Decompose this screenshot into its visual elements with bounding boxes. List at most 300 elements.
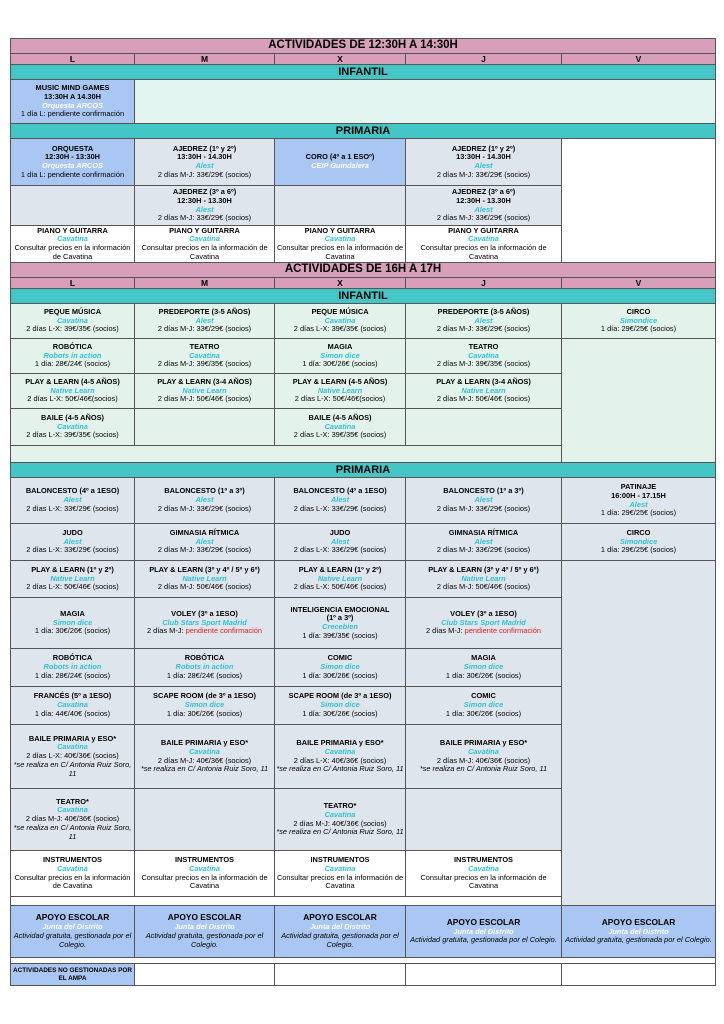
empty-cell — [561, 138, 716, 263]
cell-text: Alest — [474, 495, 493, 505]
cell-text: Cavatina — [468, 234, 499, 244]
cell-text: Actividad gratuita, gestionada por el Colegio. — [13, 931, 132, 949]
cell-text: Junta del Distrito — [608, 926, 669, 936]
cell-text: PIANO Y GUITARRA — [169, 225, 240, 235]
cell-text: 2 días M-J: 33€/29€ (socios) — [157, 324, 252, 334]
activities-schedule-table — [10, 38, 715, 985]
cell-text: PEQUE MÚSICA — [311, 306, 369, 316]
cell-line — [276, 765, 403, 774]
cell-line — [35, 627, 110, 636]
schedule-cell — [10, 724, 135, 789]
cell-text: 2 días L-X: 39€/35€ (socios) — [26, 324, 119, 334]
cell-text: CORO (4º a 1 ESOº) — [305, 152, 375, 162]
schedule-cell — [274, 138, 406, 186]
cell-text: 2 días L-X: 50€/46€(socios) — [294, 394, 386, 404]
cell-line — [601, 546, 676, 555]
cell-line — [167, 710, 242, 719]
cell-line — [26, 546, 118, 555]
cell-line — [481, 54, 486, 64]
cell-text: Alest — [195, 495, 214, 505]
schedule-cell — [274, 408, 406, 446]
cell-text: *se realiza en C/ Antonia Ruiz Soro, 11 — [13, 822, 132, 841]
schedule-cell — [10, 79, 135, 124]
cell-line — [12, 244, 133, 261]
cell-text: APOYO ESCOLAR — [35, 912, 110, 923]
cell-text: PLAY & LEARN (1º y 2º) — [31, 564, 114, 574]
cell-line — [446, 672, 521, 681]
cell-line — [21, 171, 124, 180]
cell-text: Simon dice — [463, 662, 504, 672]
cell-line — [70, 278, 75, 288]
schedule-cell — [405, 648, 562, 687]
schedule-cell — [405, 373, 562, 409]
cell-text: 2 días M-J: 33€/29€ (socios) — [436, 213, 531, 223]
cell-text: INSTRUMENTOS — [310, 855, 370, 865]
empty-cell — [274, 963, 406, 986]
cell-text: 2 días M-J: 39€/35€ (socios) — [157, 359, 252, 369]
cell-text: Cavatina — [468, 863, 499, 873]
schedule-cell — [274, 648, 406, 687]
cell-text: ACTIVIDADES DE 12:30H A 14:30H — [268, 39, 458, 52]
cell-line — [437, 395, 530, 404]
cell-text: V — [635, 278, 642, 288]
cell-text: M — [200, 54, 209, 64]
cell-text: GIMNASIA RÍTMICA — [448, 527, 519, 537]
cell-line — [636, 54, 642, 64]
schedule-cell — [405, 225, 562, 263]
schedule-cell — [274, 373, 406, 409]
cell-text: PLAY & LEARN (4-5 AÑOS) — [25, 376, 120, 386]
cell-text: X — [337, 54, 343, 64]
cell-text: 2 días L-X: 33€/29€ (socios) — [293, 503, 387, 513]
cell-text: 2 días L-X: 33€/29€ (socios) — [293, 545, 387, 555]
cell-text: ROBÓTICA — [184, 653, 225, 663]
cell-line — [201, 54, 208, 64]
cell-text: Junta del Distrito — [309, 922, 371, 932]
cell-line — [70, 54, 75, 64]
cell-text: 2 días M-J: 40€/36€ (socios) — [25, 814, 120, 824]
empty-cell — [134, 79, 716, 124]
cell-text: INSTRUMENTOS — [43, 855, 102, 865]
cell-text: Alest — [195, 536, 214, 546]
cell-text: SCAPE ROOM (de 3º a 1ESO) — [153, 691, 256, 701]
cell-text: Simon dice — [184, 700, 225, 710]
cell-text: 1 día: 29€/25€ (socios) — [600, 545, 677, 555]
schedule-cell — [10, 64, 716, 80]
cell-text: MAGIA — [327, 341, 353, 351]
cell-text: 1 día L: pendiente confirmación — [20, 109, 125, 119]
cell-line — [26, 505, 118, 514]
cell-line — [147, 627, 262, 636]
cell-text: Cavatina — [324, 809, 356, 819]
schedule-cell — [10, 288, 716, 304]
cell-text: GIMNASIA RÍTMICA — [169, 527, 240, 537]
cell-line — [336, 125, 390, 138]
schedule-cell — [274, 724, 406, 789]
cell-line — [294, 325, 386, 334]
cell-text: M — [200, 278, 209, 288]
cell-text: Cavatina — [324, 421, 356, 431]
schedule-cell — [405, 905, 562, 958]
cell-text: ORQUESTA — [51, 143, 94, 153]
cell-text: Native Learn — [461, 385, 506, 395]
cell-text: BAILE (4-5 AÑOS) — [308, 412, 372, 422]
cell-text: 1 día: 28€/24€ (socios) — [34, 670, 111, 680]
cell-text: 2 días M-J: — [425, 626, 465, 636]
cell-text: TEATRO* — [323, 801, 357, 811]
cell-line — [12, 824, 133, 841]
cell-text: *se realiza en C/ Antonia Ruiz Soro, 11 — [276, 827, 404, 837]
cell-text: BAILE PRIMARIA y ESO* — [28, 733, 117, 743]
cell-text: Native Learn — [317, 385, 363, 395]
cell-line — [158, 360, 251, 369]
cell-text: APOYO ESCOLAR — [446, 916, 521, 927]
cell-line — [302, 632, 377, 641]
schedule-cell — [405, 303, 562, 339]
cell-text: Cavatina — [57, 700, 88, 710]
cell-text: *se realiza en C/ Antonia Ruiz Soro, 11 — [276, 764, 404, 774]
cell-text: Alest — [474, 536, 493, 546]
cell-line — [35, 710, 110, 719]
cell-text: 2 días M-J: 33€/29€ (socios) — [436, 169, 531, 179]
cell-text: Consultar precios en la información de Cavatina — [141, 872, 268, 891]
cell-text: 1 día: 30€/26€ (socios) — [302, 359, 378, 369]
schedule-cell — [10, 560, 135, 598]
cell-line — [336, 464, 390, 477]
schedule-cell — [134, 477, 275, 524]
cell-text: Cavatina — [189, 746, 220, 756]
cell-text: AJEDREZ (1º y 2º) — [172, 143, 237, 153]
cell-text: Actividad gratuita, gestionada por el Colegio. — [565, 935, 712, 945]
cell-line — [311, 162, 369, 171]
cell-text: Orquesta ARCOS — [42, 161, 103, 170]
cell-text: Cavatina — [189, 863, 220, 873]
cell-text: BALONCESTO (4º a 1ESO) — [293, 486, 387, 496]
cell-text: VOLEY (3º a 1ESO) — [171, 608, 238, 618]
schedule-cell — [405, 523, 562, 561]
cell-line — [27, 395, 117, 404]
cell-text: Native Learn — [50, 385, 95, 395]
cell-line — [158, 325, 251, 334]
schedule-cell — [134, 597, 275, 649]
cell-text: Junta del Distrito — [42, 922, 103, 932]
schedule-cell — [405, 850, 562, 897]
schedule-cell — [274, 225, 406, 263]
schedule-cell — [561, 477, 716, 524]
schedule-cell — [561, 905, 716, 958]
cell-text: PIANO Y GUITARRA — [37, 225, 108, 235]
cell-text: PLAY & LEARN (3-4 AÑOS) — [436, 376, 531, 386]
cell-line — [167, 672, 242, 681]
cell-text: Consultar precios en la información de Cavatina — [420, 872, 547, 891]
schedule-cell — [10, 523, 135, 561]
cell-text: 1 día L: pendiente confirmación — [20, 169, 125, 179]
cell-text: Cavatina — [57, 805, 88, 815]
cell-text: Cavatina — [324, 863, 356, 873]
cell-line — [12, 761, 133, 778]
cell-text: BAILE PRIMARIA y ESO* — [160, 738, 249, 748]
cell-text: 1 día: 44€/40€ (socios) — [34, 708, 111, 718]
schedule-cell — [274, 560, 406, 598]
cell-text: 2 días M-J: — [146, 626, 186, 636]
schedule-cell — [274, 597, 406, 649]
cell-text: COMIC — [471, 691, 496, 701]
cell-text: 1 día: 30€/26€ (socios) — [445, 708, 522, 718]
cell-text: 16:00H - 17.15H — [611, 490, 666, 500]
schedule-cell — [274, 686, 406, 725]
cell-line — [12, 874, 133, 891]
cell-text: PLAY & LEARN (3º y 4º / 5º y 6º) — [428, 564, 539, 574]
cell-text: Junta del Distrito — [453, 926, 514, 936]
cell-text: 12:30H - 13:30H — [44, 152, 101, 162]
cell-text: Simon dice — [320, 700, 360, 710]
cell-text: Alest — [63, 495, 82, 505]
cell-text: *se realiza en C/ Antonia Ruiz Soro, 11 — [419, 764, 548, 774]
cell-text: Simon dice — [320, 350, 360, 360]
cell-line — [407, 874, 560, 891]
cell-line — [410, 936, 557, 945]
cell-text: 2 días L-X: 50€/46€(socios) — [27, 394, 118, 404]
schedule-cell — [274, 905, 406, 958]
empty-cell — [405, 408, 562, 446]
cell-text: TEATRO — [468, 341, 499, 351]
schedule-cell — [10, 477, 135, 524]
cell-text: Consultar precios en la información de Cavatina — [14, 243, 131, 261]
cell-text: JUDO — [62, 527, 83, 537]
cell-text: 1 día: 30€/26€ (socios) — [166, 708, 243, 718]
schedule-cell — [134, 138, 275, 186]
cell-line — [295, 395, 385, 404]
schedule-cell — [10, 788, 135, 851]
cell-line — [338, 290, 388, 303]
cell-text: Alest — [195, 315, 214, 325]
cell-text: Native Learn — [317, 573, 363, 583]
cell-line — [136, 932, 273, 949]
cell-text: PREDEPORTE (3-5 AÑOS) — [437, 306, 530, 316]
cell-text: 2 días M-J: 33€/29€ (socios) — [157, 545, 252, 555]
cell-text: Native Learn — [461, 573, 506, 583]
cell-line — [426, 627, 541, 636]
cell-line — [601, 509, 676, 518]
cell-line — [636, 278, 642, 288]
schedule-cell — [134, 724, 275, 789]
schedule-cell — [10, 905, 135, 958]
cell-text: 2 días M-J: 50€/46€ (socios) — [436, 582, 531, 592]
cell-text: Native Learn — [182, 573, 227, 583]
schedule-cell — [405, 724, 562, 789]
schedule-cell — [274, 788, 406, 851]
cell-text: Alest — [195, 204, 214, 214]
cell-text: INFANTIL — [338, 65, 388, 78]
cell-line — [158, 505, 251, 514]
cell-line — [268, 39, 458, 53]
cell-text: 2 días L-X: 50€/46€ (socios) — [293, 582, 387, 592]
schedule-cell — [134, 373, 275, 409]
cell-line — [302, 672, 377, 681]
cell-line — [437, 171, 530, 180]
cell-line — [35, 360, 110, 369]
cell-text: 2 días M-J: 50€/46€ (socios) — [157, 394, 252, 404]
cell-text: AJEDREZ (1º y 2º) — [451, 143, 516, 153]
schedule-cell — [134, 648, 275, 687]
cell-line — [26, 583, 118, 592]
cell-text: 2 días L-X: 50€/46€ (socios) — [26, 582, 119, 592]
cell-line — [420, 765, 547, 774]
cell-text: 1 día: 28€/24€ (socios) — [166, 670, 243, 680]
cell-text: PIANO Y GUITARRA — [304, 225, 376, 235]
schedule-cell — [274, 338, 406, 374]
cell-text: 2 días L-X: 40€/36€ (socios) — [26, 751, 119, 761]
schedule-cell — [274, 850, 406, 897]
cell-text: 1 día: 30€/26€ (socios) — [302, 670, 378, 680]
cell-text: 2 días M-J: 40€/36€ (socios) — [293, 818, 387, 828]
cell-text: 13:30H - 14.30H — [177, 152, 232, 162]
schedule-cell — [134, 185, 275, 226]
empty-cell — [405, 963, 562, 986]
cell-line — [276, 244, 404, 261]
cell-text: VOLEY (3º a 1ESO) — [450, 608, 517, 618]
cell-text: PRIMARIA — [335, 463, 391, 476]
cell-text: Cavatina — [57, 315, 88, 325]
cell-line — [158, 546, 251, 555]
schedule-cell — [134, 338, 275, 374]
schedule-cell — [134, 905, 275, 958]
cell-text: 12:30H - 13.30H — [456, 195, 511, 205]
cell-text: Cavatina — [324, 746, 356, 756]
cell-text: Consultar precios en la información de Cavatina — [14, 872, 131, 891]
cell-text: (1º a 3º) — [326, 613, 354, 623]
cell-text: SCAPE ROOM (de 3º a 1ESO) — [288, 691, 392, 701]
cell-line — [276, 932, 404, 949]
cell-text: ACTIVIDADES DE 16H A 17H — [284, 263, 442, 276]
cell-text: Cavatina — [57, 234, 88, 244]
schedule-cell — [274, 523, 406, 561]
cell-text: Alest — [474, 204, 493, 214]
empty-cell — [561, 963, 716, 986]
cell-line — [158, 171, 251, 180]
cell-text: 13:30H A 14.30H — [44, 91, 101, 101]
cell-text: 1 día: 30€/26€ (socios) — [34, 626, 111, 636]
schedule-cell — [405, 597, 562, 649]
cell-text: Cavatina — [324, 234, 356, 244]
cell-text: 2 días M-J: 39€/35€ (socios) — [436, 359, 531, 369]
cell-text: Alest — [474, 315, 493, 325]
cell-text: BAILE PRIMARIA y ESO* — [296, 738, 384, 748]
cell-line — [21, 110, 124, 119]
cell-text: 2 días M-J: 40€/36€ (socios) — [157, 755, 252, 765]
cell-line — [158, 395, 251, 404]
cell-text: Alest — [195, 161, 214, 170]
cell-text: 1 día: 29€/25€ (socios) — [600, 324, 677, 334]
cell-text: PIANO Y GUITARRA — [448, 225, 519, 235]
schedule-cell — [10, 225, 135, 263]
cell-text: ROBÓTICA — [52, 341, 93, 351]
cell-text: Cavatina — [57, 863, 88, 873]
schedule-cell — [134, 523, 275, 561]
empty-cell — [405, 788, 562, 851]
cell-text: ACTIVIDADES NO GESTIONADAS POR EL AMPA — [13, 966, 132, 982]
cell-text: APOYO ESCOLAR — [303, 912, 377, 923]
cell-text: INTELIGENCIA EMOCIONAL — [290, 604, 390, 614]
cell-text: 2 días M-J: 33€/29€ (socios) — [436, 503, 531, 513]
cell-line — [302, 710, 377, 719]
schedule-cell — [561, 523, 716, 561]
cell-text: Cavatina — [57, 421, 88, 431]
schedule-cell — [405, 477, 562, 524]
cell-line — [12, 932, 133, 949]
cell-text: 2 días L-X: 40€/36€ (socios) — [293, 755, 387, 765]
cell-text: Native Learn — [50, 573, 95, 583]
cell-line — [285, 263, 441, 277]
cell-text: Native Learn — [182, 385, 227, 395]
cell-line — [437, 214, 530, 223]
cell-text: 1 día: 29€/25€ (socios) — [600, 508, 677, 518]
schedule-cell — [134, 850, 275, 897]
cell-text: Orquesta ARCOS — [42, 100, 103, 110]
cell-text: Cavatina — [324, 315, 356, 325]
cell-line — [136, 874, 273, 891]
cell-text: BAILE (4-5 AÑOS) — [41, 412, 104, 422]
cell-line — [276, 874, 404, 891]
cell-text: V — [635, 54, 642, 64]
cell-text: CIRCO — [626, 306, 651, 316]
schedule-cell — [10, 850, 135, 897]
cell-line — [35, 672, 110, 681]
cell-text: CEIP Guindalera — [311, 161, 369, 170]
cell-text: APOYO ESCOLAR — [167, 912, 242, 923]
cell-text: 2 días M-J: 50€/46€ (socios) — [436, 394, 531, 404]
cell-text: Consultar precios en la información de Cavatina — [420, 243, 547, 261]
cell-text: TEATRO — [189, 341, 220, 351]
cell-text: Alest — [330, 536, 350, 546]
cell-text: PATINAJE — [620, 482, 657, 492]
schedule-cell — [10, 648, 135, 687]
schedule-cell — [10, 373, 135, 409]
schedule-cell — [10, 686, 135, 725]
cell-text: Actividad gratuita, gestionada por el Colegio. — [410, 935, 557, 945]
cell-text: Actividad gratuita, gestionada por el Colegio. — [145, 931, 264, 949]
cell-line — [437, 360, 530, 369]
cell-line — [294, 583, 386, 592]
cell-status-text: pendiente confirmación — [464, 626, 542, 636]
cell-text: Consultar precios en la información de Cavatina — [276, 872, 404, 891]
cell-line — [337, 54, 343, 64]
cell-text: L — [69, 54, 76, 64]
schedule-cell — [10, 338, 135, 374]
cell-text: PLAY & LEARN (3º y 4º / 5º y 6º) — [149, 564, 260, 574]
cell-text: 1 día: 39€/35€ (socios) — [302, 630, 378, 640]
schedule-cell — [10, 303, 135, 339]
cell-text: J — [481, 278, 486, 288]
cell-text: INSTRUMENTOS — [454, 855, 513, 865]
cell-line — [565, 936, 712, 945]
cell-text: 2 días L-X: 39€/35€ (socios) — [293, 430, 387, 440]
cell-status-text: pendiente confirmación — [185, 626, 263, 636]
empty-cell — [10, 185, 135, 226]
schedule-cell — [10, 408, 135, 446]
schedule-cell — [134, 303, 275, 339]
empty-cell — [134, 788, 275, 851]
cell-line — [12, 967, 133, 982]
cell-text: APOYO ESCOLAR — [601, 916, 676, 927]
cell-text: *se realiza en C/ Antonia Ruiz Soro, 11 — [13, 759, 132, 778]
cell-text: 2 días M-J: 33€/29€ (socios) — [157, 169, 252, 179]
cell-text: 2 días L-X: 39€/35€ (socios) — [26, 430, 119, 440]
schedule-cell — [405, 185, 562, 226]
cell-line — [294, 431, 386, 440]
schedule-cell — [405, 138, 562, 186]
cell-text: 2 días M-J: 33€/29€ (socios) — [157, 213, 252, 223]
